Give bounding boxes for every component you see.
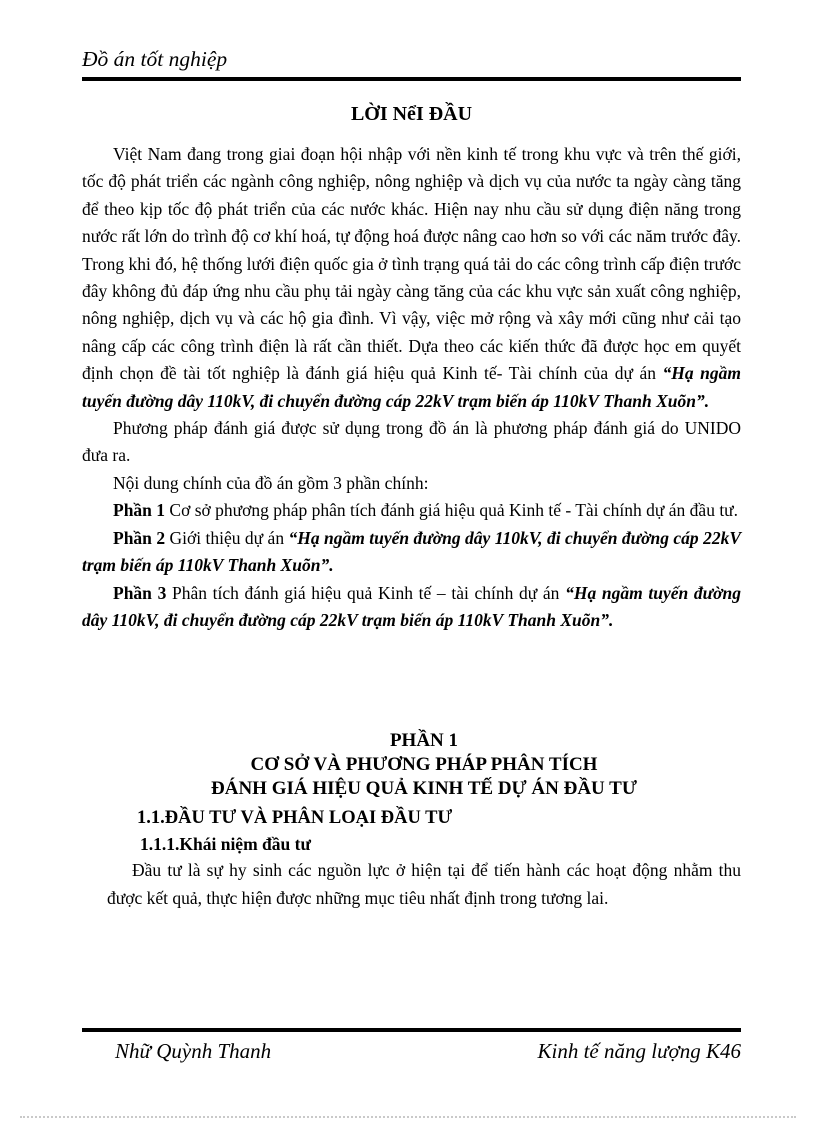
paragraph-text: Cơ sở phương pháp phân tích đánh giá hiệu quả Kinh tế - Tài chính dự án đầu tư.: [165, 500, 739, 521]
footer-rule: [82, 1028, 741, 1032]
footer-class-name: Kinh tế năng lượng K46: [537, 1039, 741, 1063]
part-3-label: Phần 3: [113, 582, 167, 603]
page-boundary-separator: [20, 1116, 796, 1118]
intro-body: [82, 141, 741, 634]
page-footer: [82, 1028, 741, 1065]
paragraph-text: Việt Nam đang trong giai đoạn hội nhập với nền kinh tế trong khu vực và trên thế giới, tốc độ phát triển các ngành công nghiệp, nông nghiệp và dịch vụ của nước ta ngày càng tăng để theo kịp tốc độ phát triển của các nước khác. Hiện nay nhu cầu sử dụng điện năng trong nước rất lớn do trình độ cơ khí hoá, tự động hoá được nâng cao hơn so với các năm trước đây. Trong khi đó, hệ thống lưới điện quốc gia ở tình trạng quá tải do các công trình cấp điện trước đây không đủ đáp ứng nhu cầu phụ tải ngày càng tăng của các khu vực sản xuất công nghiệp, nông nghiệp, dịch vụ và các hộ gia đình. Vì vậy, việc mở rộng và xây mới cũng như cải tạo nâng cấp các công trình điện là rất cần thiết. Dựa theo các kiến thức đã được học em quyết định chọn đề tài tốt nghiệp là đánh giá hiệu quả Kinh tế- Tài chính của dự án: [82, 144, 741, 384]
project-title-quote: “Hạ ngầm tuyến đường dây 110kV, đi chuyển đường cáp 22kV trạm biến áp 110kV Thanh Xuõn”.: [82, 527, 741, 576]
project-title-quote: “Hạ ngầm tuyến đường dây 110kV, đi chuyển đường cáp 22kV trạm biến áp 110kV Thanh Xuõn”.: [82, 582, 741, 630]
part-1-summary: [82, 497, 741, 524]
intro-paragraph-1: [82, 141, 741, 415]
part-1-heading-line-1: CƠ SỞ VÀ PHƯƠNG PHÁP PHÂN TÍCH: [250, 754, 598, 776]
intro-title: LỜI NểI ĐẦU: [350, 103, 473, 125]
project-title-quote: “Hạ ngầm tuyến đường dây 110kV, đi chuyển đường cáp 22kV trạm biến áp 110kV Thanh Xuõn”.: [82, 363, 741, 411]
running-header-title: Đồ án tốt nghiệp: [82, 47, 228, 71]
paragraph-text: Phân tích đánh giá hiệu quả Kinh tế – tài chính dự án: [166, 582, 566, 603]
part-3-summary: [82, 580, 741, 635]
footer-row: [82, 1037, 741, 1065]
part-2-label: Phần 2: [113, 527, 166, 548]
page-header: [82, 44, 741, 81]
paragraph-text: Giới thiệu dự án: [165, 527, 289, 548]
part-1-heading-number: PHẦN 1: [389, 730, 459, 752]
part-1-section: [107, 729, 741, 912]
footer-author-name: Nhữ Quỳnh Thanh: [115, 1039, 272, 1063]
section-1-1-1-heading: 1.1.1.Khái niệm đầu tư: [140, 834, 311, 855]
intro-paragraph-3: Nội dung chính của đồ án gồm 3 phần chính:: [113, 472, 429, 493]
intro-paragraph-2: Phương pháp đánh giá được sử dụng trong đồ án là phương pháp đánh giá do UNIDO đưa ra.: [82, 418, 741, 466]
part-2-summary: [82, 525, 741, 580]
header-rule: [82, 77, 741, 81]
part-1-label: Phần 1: [113, 500, 166, 521]
section-1-1-1-paragraph: Đầu tư là sự hy sinh các nguồn lực ở hiện tại để tiến hành các hoạt động nhằm thu được kết quả, thực hiện được những mục tiêu nhất định trong tương lai.: [107, 860, 741, 908]
section-1-1-heading: 1.1.ĐẦU TƯ VÀ PHÂN LOẠI ĐẦU TƯ: [137, 808, 453, 829]
part-1-heading-line-2: ĐÁNH GIÁ HIỆU QUẢ KINH TẾ DỰ ÁN ĐẦU TƯ: [211, 778, 637, 800]
